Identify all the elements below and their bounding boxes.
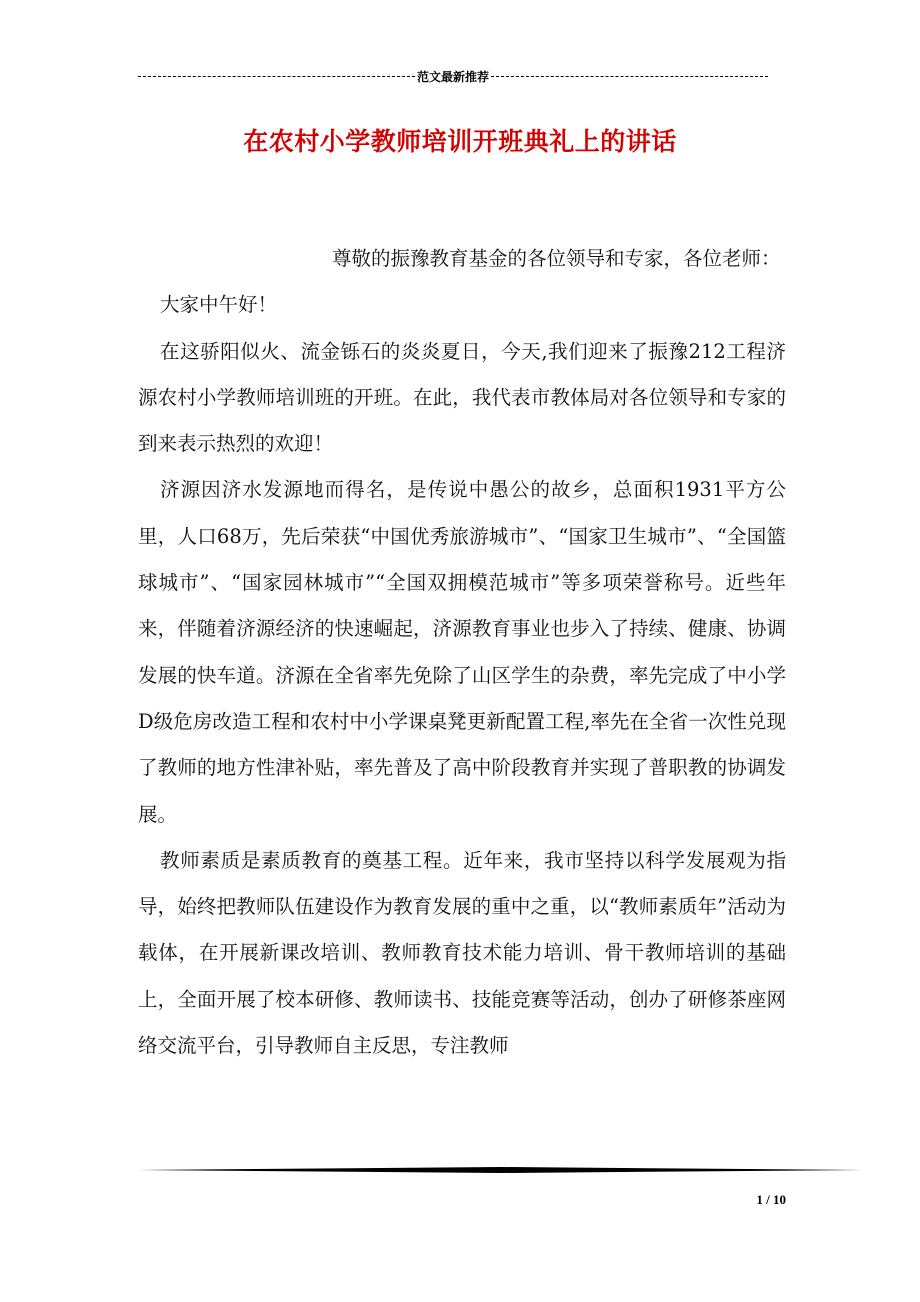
banner-right-dashes — [491, 76, 768, 77]
paragraph: 在这骄阳似火、流金铄石的炎炎夏日，今天,我们迎来了振豫212工程济源农村小学教师培训班的开班。在此，我代表市教体局对各位领导和专家的到来表示热烈的欢迎！ — [138, 339, 786, 456]
document-title: 在农村小学教师培训开班典礼上的讲话 — [243, 127, 677, 156]
footer-rule — [138, 1167, 864, 1173]
banner-left-dashes — [138, 76, 415, 77]
page-number: 1 / 10 — [756, 1192, 786, 1207]
salutation: 尊敬的振豫教育基金的各位领导和专家，各位老师： — [332, 247, 781, 270]
paragraph: 济源因济水发源地而得名，是传说中愚公的故乡，总面积1931平方公里，人口68万，先后荣获“中国优秀旅游城市”、“国家卫生城市”、“全国篮球城市”、“国家园林城市”“全国双拥模范城市”等多项荣誉称号。近些年来，伴随着济源经济的快速崛起，济源教育事业也步入了持续、健康、协调发展的快车道。济源在全省率先免除了山区学生的杂费，率先完成了中小学D级危房改造工程和农村中小学课桌凳更新配置工程,率先在全省一次性兑现了教师的地方性津补贴，率先普及了高中阶段教育并实现了普职教的协调发展。 — [138, 478, 786, 826]
document-body — [138, 236, 786, 1069]
paragraph: 教师素质是素质教育的奠基工程。近年来，我市坚持以科学发展观为指导，始终把教师队伍建设作为教育发展的重中之重，以“教师素质年”活动为载体，在开展新课改培训、教师教育技术能力培训、骨干教师培训的基础上，全面开展了校本研修、教师读书、技能竞赛等活动，创办了研修茶座网络交流平台，引导教师自主反思，专注教师 — [138, 848, 786, 1058]
banner-label: 范文最新推荐 — [417, 69, 490, 84]
greeting: 大家中午好！ — [160, 293, 278, 317]
header-banner — [138, 66, 768, 86]
